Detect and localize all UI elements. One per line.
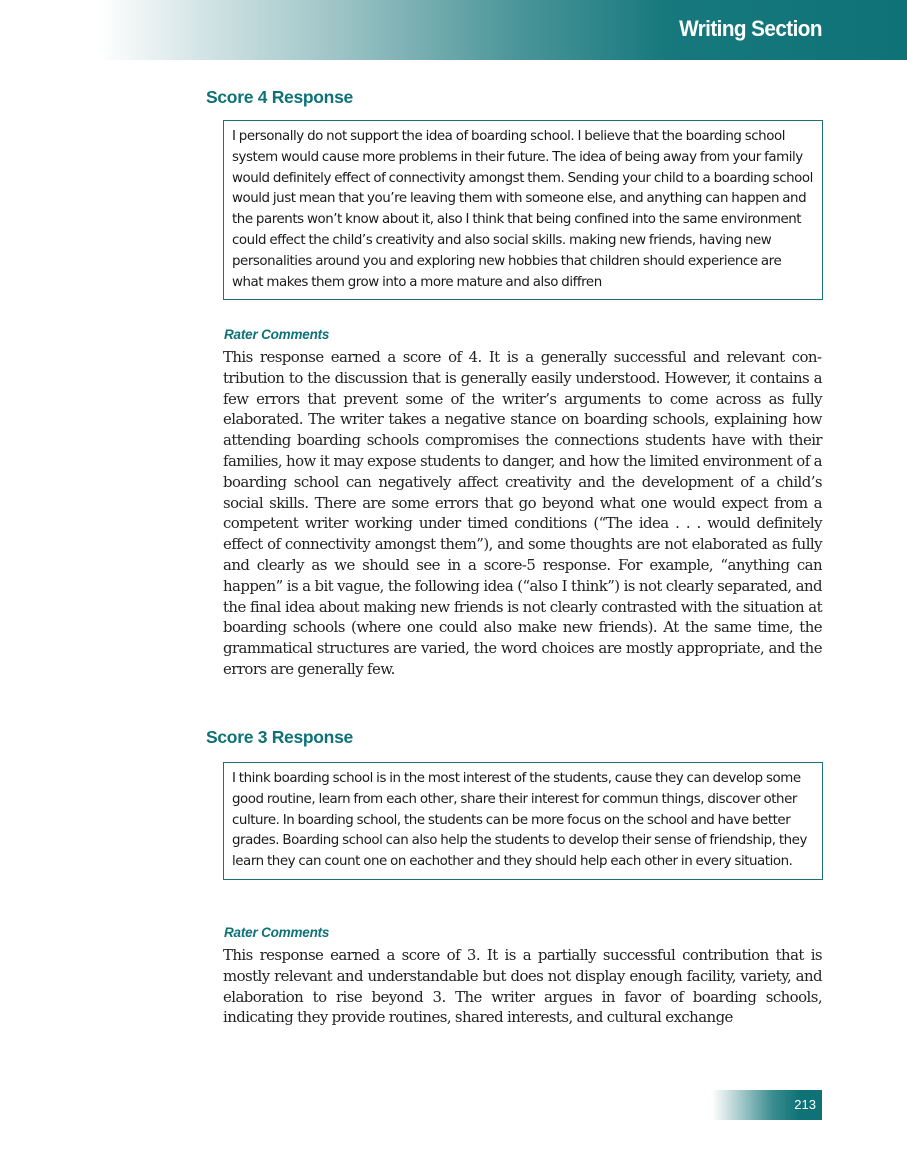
- score-3-heading: Score 3 Response: [206, 727, 353, 747]
- score-3-rater-label: Rater Comments: [224, 925, 330, 940]
- section-title: Writing Section: [679, 16, 822, 41]
- score-3-rater-comment: This response earned a score of 3. It is a partially successful contribution that is mostly relevant and understandable but does not display enough facility, variety, and elaboration to rise beyond 3. The writer argues in favor of boarding schools, indicating they provide routines, shared interests, and cultural exchange: [223, 946, 822, 1027]
- page-number: 213: [794, 1097, 816, 1112]
- score-4-rater-label: Rater Comments: [224, 327, 330, 342]
- header-banner: [98, 0, 907, 60]
- page-number-tab: [712, 1090, 822, 1120]
- score-4-rater-comment: This response earned a score of 4. It is a generally successful and relevant contribution to the discussion that is generally easily understood. However, it contains a few errors that prevent some of the writer’s arguments to come across as fully elaborated. The writer takes a negative stance on boarding schools, explaining how attending boarding schools compromises the connections students have with their families, how it may expose students to danger, and how the limited environment of a boarding school can negatively affect creativity and the development of a child’s social skills. There are some errors that go beyond what one would expect from a competent writer working under timed conditions (“The idea . . . would definitely effect of connectivity amongst them”), and some thoughts are not elaborated as fully and clearly as we should see in a score-5 response. For example, “anything can happen” is a bit vague, the following idea (“also I think”) is not clearly separated, and the final idea about making new friends is not clearly contrasted with the situation at boarding schools (where one could also make new friends). At the same time, the grammatical structures are varied, the word choices are mostly appropriate, and the errors are generally few.: [223, 348, 822, 678]
- score-3-response-box: I think boarding school is in the most interest of the students, cause they can develop some good routine, learn from each other, share their interest for commun things, discover other culture. In boarding school, the students can be more focus on the school and have better grades. Boarding school can also help the students to develop their sense of friendship, they learn they can count one on eachother and they should help each other in every situation.: [223, 762, 823, 880]
- score-4-heading: Score 4 Response: [206, 87, 353, 107]
- score-4-response-box: I personally do not support the idea of boarding school. I believe that the boarding school system would cause more problems in their future. The idea of being away from your family would definitely effect of connectivity amongst them. Sending your child to a boarding school would just mean that you’re leaving them with someone else, and anything can happen and the parents won’t know about it, also I think that being confined into the same environment could effect the child’s creativity and also social skills. making new friends, having new personalities around you and exploring new hobbies that children should experience are what makes them grow into a more mature and also diffren: [223, 120, 823, 300]
